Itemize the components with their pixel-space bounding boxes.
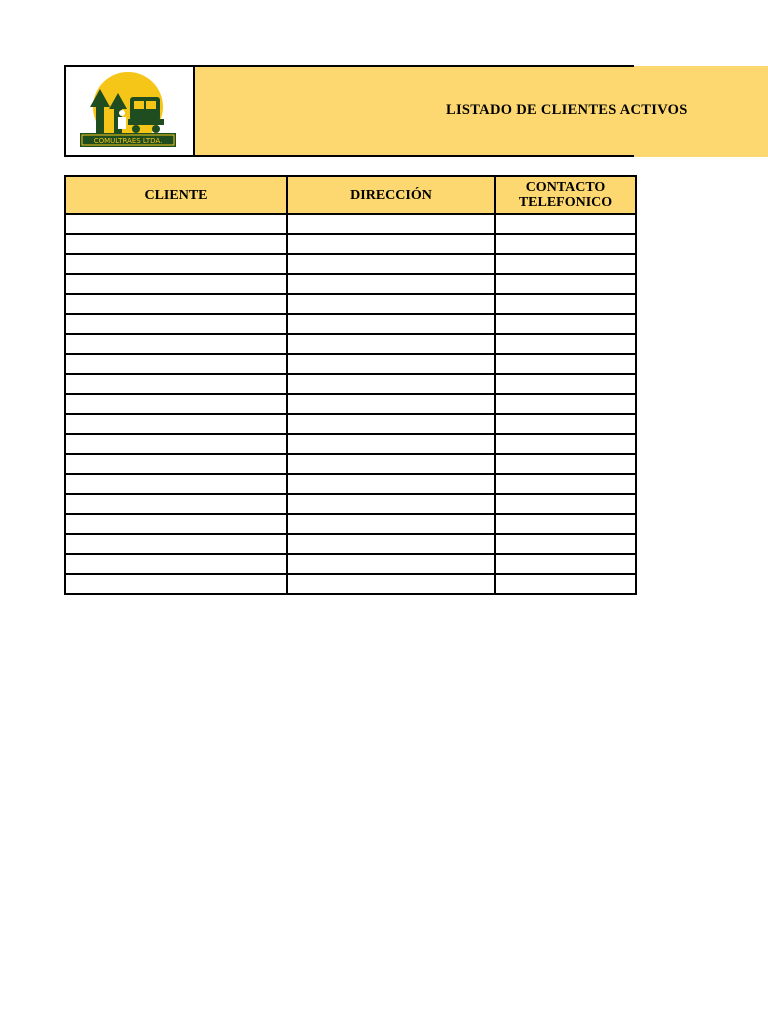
cell-contacto[interactable] — [495, 334, 636, 354]
cell-contacto[interactable] — [495, 394, 636, 414]
table-row — [65, 394, 636, 414]
table-row — [65, 574, 636, 594]
cell-contacto[interactable] — [495, 514, 636, 534]
cell-contacto[interactable] — [495, 294, 636, 314]
cell-cliente[interactable] — [65, 294, 287, 314]
table-row — [65, 334, 636, 354]
cell-cliente[interactable] — [65, 354, 287, 374]
cell-contacto[interactable] — [495, 254, 636, 274]
cell-direccion[interactable] — [287, 214, 495, 234]
cell-direccion[interactable] — [287, 334, 495, 354]
column-header-contacto-label: CONTACTO TELEFONICO — [518, 180, 613, 210]
cell-cliente[interactable] — [65, 454, 287, 474]
cell-cliente[interactable] — [65, 334, 287, 354]
cell-contacto[interactable] — [495, 574, 636, 594]
cell-cliente[interactable] — [65, 434, 287, 454]
table-header-row — [65, 176, 636, 214]
cell-contacto[interactable] — [495, 214, 636, 234]
cell-direccion[interactable] — [287, 434, 495, 454]
document-title: LISTADO DE CLIENTES ACTIVOS — [446, 102, 688, 118]
cell-direccion[interactable] — [287, 354, 495, 374]
cell-direccion[interactable] — [287, 474, 495, 494]
cell-direccion[interactable] — [287, 234, 495, 254]
cell-cliente[interactable] — [65, 234, 287, 254]
column-header-cliente: CLIENTE — [65, 176, 287, 214]
logo-cell — [66, 67, 195, 155]
column-header-contacto — [495, 176, 636, 214]
table-row — [65, 274, 636, 294]
cell-contacto[interactable] — [495, 414, 636, 434]
cell-cliente[interactable] — [65, 274, 287, 294]
company-logo-icon — [78, 71, 178, 151]
table-row — [65, 454, 636, 474]
table-row — [65, 414, 636, 434]
cell-cliente[interactable] — [65, 314, 287, 334]
logo-text: COMULTRAES LTDA. — [93, 137, 163, 145]
cell-cliente[interactable] — [65, 374, 287, 394]
table-row — [65, 254, 636, 274]
cell-contacto[interactable] — [495, 454, 636, 474]
table-row — [65, 474, 636, 494]
cell-direccion[interactable] — [287, 574, 495, 594]
table-row — [65, 554, 636, 574]
cell-cliente[interactable] — [65, 254, 287, 274]
cell-contacto[interactable] — [495, 374, 636, 394]
table-row — [65, 374, 636, 394]
table-row — [65, 234, 636, 254]
table-row — [65, 294, 636, 314]
table-row — [65, 314, 636, 334]
cell-direccion[interactable] — [287, 454, 495, 474]
cell-contacto[interactable] — [495, 234, 636, 254]
table-row — [65, 534, 636, 554]
cell-direccion[interactable] — [287, 514, 495, 534]
cell-contacto[interactable] — [495, 494, 636, 514]
cell-direccion[interactable] — [287, 534, 495, 554]
cell-direccion[interactable] — [287, 554, 495, 574]
clients-table — [64, 175, 637, 595]
cell-direccion[interactable] — [287, 314, 495, 334]
cell-cliente[interactable] — [65, 214, 287, 234]
table-row — [65, 434, 636, 454]
table-row — [65, 354, 636, 374]
table-row — [65, 494, 636, 514]
cell-direccion[interactable] — [287, 294, 495, 314]
cell-contacto[interactable] — [495, 474, 636, 494]
cell-direccion[interactable] — [287, 394, 495, 414]
cell-direccion[interactable] — [287, 494, 495, 514]
cell-cliente[interactable] — [65, 534, 287, 554]
cell-direccion[interactable] — [287, 254, 495, 274]
table-row — [65, 514, 636, 534]
cell-cliente[interactable] — [65, 394, 287, 414]
cell-contacto[interactable] — [495, 354, 636, 374]
table-row — [65, 214, 636, 234]
cell-direccion[interactable] — [287, 414, 495, 434]
cell-cliente[interactable] — [65, 514, 287, 534]
cell-cliente[interactable] — [65, 554, 287, 574]
cell-contacto[interactable] — [495, 534, 636, 554]
cell-contacto[interactable] — [495, 314, 636, 334]
cell-cliente[interactable] — [65, 494, 287, 514]
cell-contacto[interactable] — [495, 554, 636, 574]
cell-direccion[interactable] — [287, 374, 495, 394]
cell-contacto[interactable] — [495, 434, 636, 454]
cell-cliente[interactable] — [65, 414, 287, 434]
title-area — [192, 66, 688, 155]
cell-cliente[interactable] — [65, 474, 287, 494]
cell-cliente[interactable] — [65, 574, 287, 594]
cell-contacto[interactable] — [495, 274, 636, 294]
cell-direccion[interactable] — [287, 274, 495, 294]
column-header-direccion: DIRECCIÓN — [287, 176, 495, 214]
